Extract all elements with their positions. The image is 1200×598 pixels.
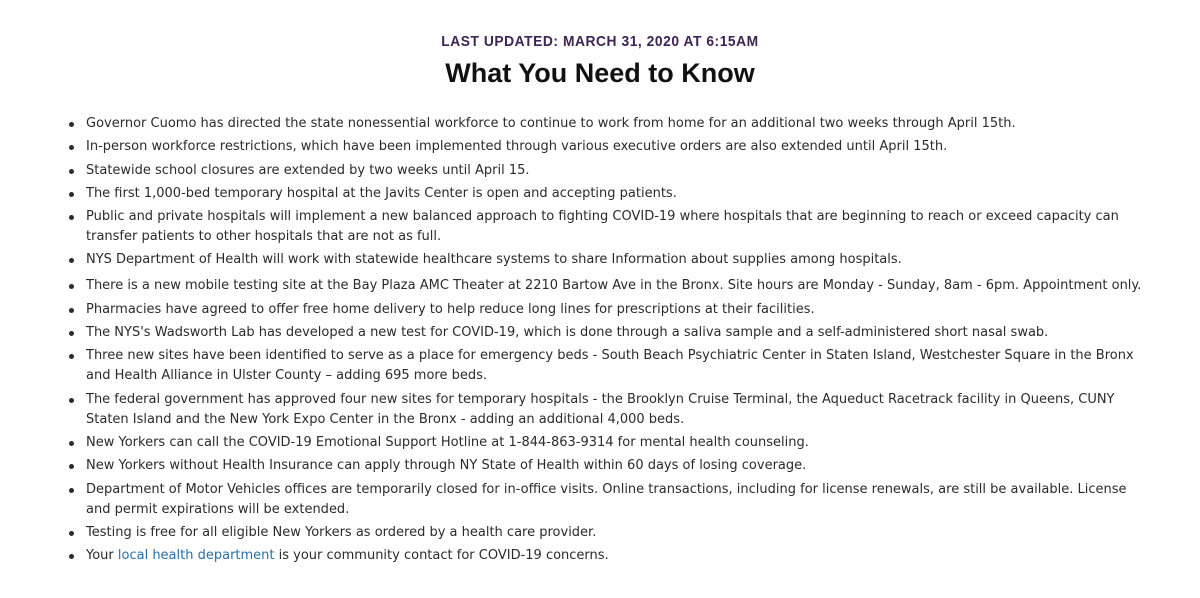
text-prefix: Your — [86, 548, 118, 564]
list-item: NYS Department of Health will work with statewide healthcare systems to share Information about supplies among hospitals. — [66, 250, 1146, 270]
list-item: Testing is free for all eligible New Yorkers as ordered by a health care provider. — [66, 523, 1146, 543]
list-item: The federal government has approved four new sites for temporary hospitals - the Brooklyn Cruise Terminal, the Aqueduct Racetrack facility in Queens, CUNY Staten Island and the New York Expo Center in the Bronx - adding an additional 4,000 beds. — [66, 390, 1146, 430]
list-item: Three new sites have been identified to serve as a place for emergency beds - South Beach Psychiatric Center in Staten Island, Westchester Square in the Bronx and Health Alliance in Ulster County – adding 695 more beds. — [66, 346, 1146, 386]
list-item: Statewide school closures are extended by two weeks until April 15. — [66, 161, 1146, 181]
last-updated-label: LAST UPDATED: MARCH 31, 2020 AT 6:15AM — [441, 33, 759, 50]
list-item: Pharmacies have agreed to offer free home delivery to help reduce long lines for prescriptions at their facilities. — [66, 300, 1146, 320]
local-health-department-link[interactable]: local health department — [117, 548, 275, 564]
list-item: Department of Motor Vehicles offices are temporarily closed for in-office visits. Online transactions, including for license renewals, are still be available. License and permit expirations will be extended. — [66, 480, 1146, 520]
text-suffix: is your community contact for COVID-19 concerns. — [274, 548, 609, 564]
list-item: There is a new mobile testing site at the Bay Plaza AMC Theater at 2210 Bartow Ave in the Bronx. Site hours are Monday - Sunday, 8am - 6pm. Appointment only. — [66, 276, 1146, 296]
info-bullet-list — [66, 114, 1146, 569]
page-title: What You Need to Know — [445, 58, 755, 88]
list-item: The NYS's Wadsworth Lab has developed a new test for COVID-19, which is done through a saliva sample and a self-administered short nasal swab. — [66, 323, 1146, 343]
list-item: Public and private hospitals will implement a new balanced approach to fighting COVID-19 where hospitals that are beginning to reach or exceed capacity can transfer patients to other hospitals that are not as full. — [66, 207, 1146, 247]
list-item: Governor Cuomo has directed the state nonessential workforce to continue to work from home for an additional two weeks through April 15th. — [66, 114, 1146, 134]
list-item: New Yorkers without Health Insurance can apply through NY State of Health within 60 days of losing coverage. — [66, 456, 1146, 476]
list-item: In-person workforce restrictions, which have been implemented through various executive orders are also extended until April 15th. — [66, 137, 1146, 157]
list-item-local-health — [66, 546, 1146, 566]
list-item: New Yorkers can call the COVID-19 Emotional Support Hotline at 1-844-863-9314 for mental health counseling. — [66, 433, 1146, 453]
list-item: The first 1,000-bed temporary hospital at the Javits Center is open and accepting patients. — [66, 184, 1146, 204]
